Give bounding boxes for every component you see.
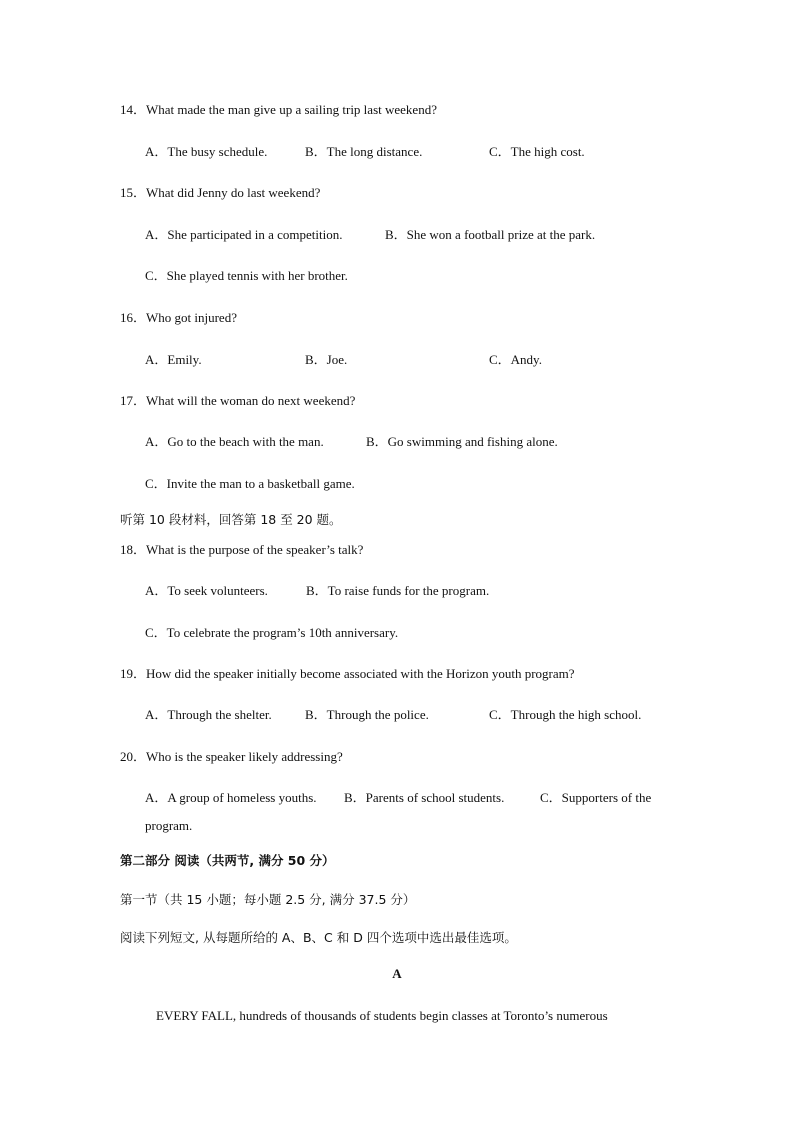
question-19-stem: 19．How did the speaker initially become associated with the Horizon youth program?	[120, 666, 575, 681]
question-15-stem: 15．What did Jenny do last weekend?	[120, 185, 321, 200]
question-20-option-c: C．Supporters of the	[540, 790, 652, 805]
question-19-option-a: A．Through the shelter.	[145, 707, 272, 722]
passage-label: A	[392, 966, 402, 981]
question-19-option-c: C．Through the high school.	[489, 707, 642, 722]
question-17-option-b: B．Go swimming and fishing alone.	[366, 434, 558, 449]
reading-instruction: 阅读下列短文, 从每题所给的 A、B、C 和 D 四个选项中选出最佳选项。	[120, 930, 517, 945]
section-note-10: 听第 10 段材料，回答第 18 至 20 题。	[120, 512, 342, 527]
question-18-option-c: C．To celebrate the program’s 10th anniversary.	[145, 625, 399, 640]
question-20-stem: 20．Who is the speaker likely addressing?	[120, 749, 343, 764]
question-17-stem: 17．What will the woman do next weekend?	[120, 393, 356, 408]
question-16-option-a: A．Emily.	[145, 352, 202, 367]
question-17-option-c: C．Invite the man to a basketball game.	[145, 476, 355, 491]
question-18-option-a: A．To seek volunteers.	[145, 583, 268, 598]
part2-heading: 第二部分 阅读（共两节, 满分 50 分）	[120, 853, 335, 868]
section1-heading: 第一节（共 15 小题；每小题 2.5 分, 满分 37.5 分）	[120, 892, 416, 907]
question-14-stem: 14．What made the man give up a sailing trip last weekend?	[120, 102, 437, 117]
question-17-option-a: A．Go to the beach with the man.	[145, 434, 324, 449]
question-14-option-a: A．The busy schedule.	[145, 144, 268, 159]
question-20-option-c-continued: program.	[145, 818, 193, 833]
question-15-option-c: C．She played tennis with her brother.	[145, 268, 348, 283]
question-18-stem: 18．What is the purpose of the speaker’s talk?	[120, 542, 364, 557]
question-20-option-b: B．Parents of school students.	[344, 790, 505, 805]
passage-first-line: EVERY FALL, hundreds of thousands of students begin classes at Toronto’s numerous	[156, 1008, 608, 1023]
question-14-option-c: C．The high cost.	[489, 144, 585, 159]
question-18-option-b: B．To raise funds for the program.	[306, 583, 490, 598]
question-16-stem: 16．Who got injured?	[120, 310, 237, 325]
question-19-option-b: B．Through the police.	[305, 707, 429, 722]
question-15-option-b: B．She won a football prize at the park.	[385, 227, 596, 242]
question-20-option-a: A．A group of homeless youths.	[145, 790, 317, 805]
question-16-option-c: C．Andy.	[489, 352, 542, 367]
question-16-option-b: B．Joe.	[305, 352, 348, 367]
question-15-option-a: A．She participated in a competition.	[145, 227, 343, 242]
question-14-option-b: B．The long distance.	[305, 144, 423, 159]
